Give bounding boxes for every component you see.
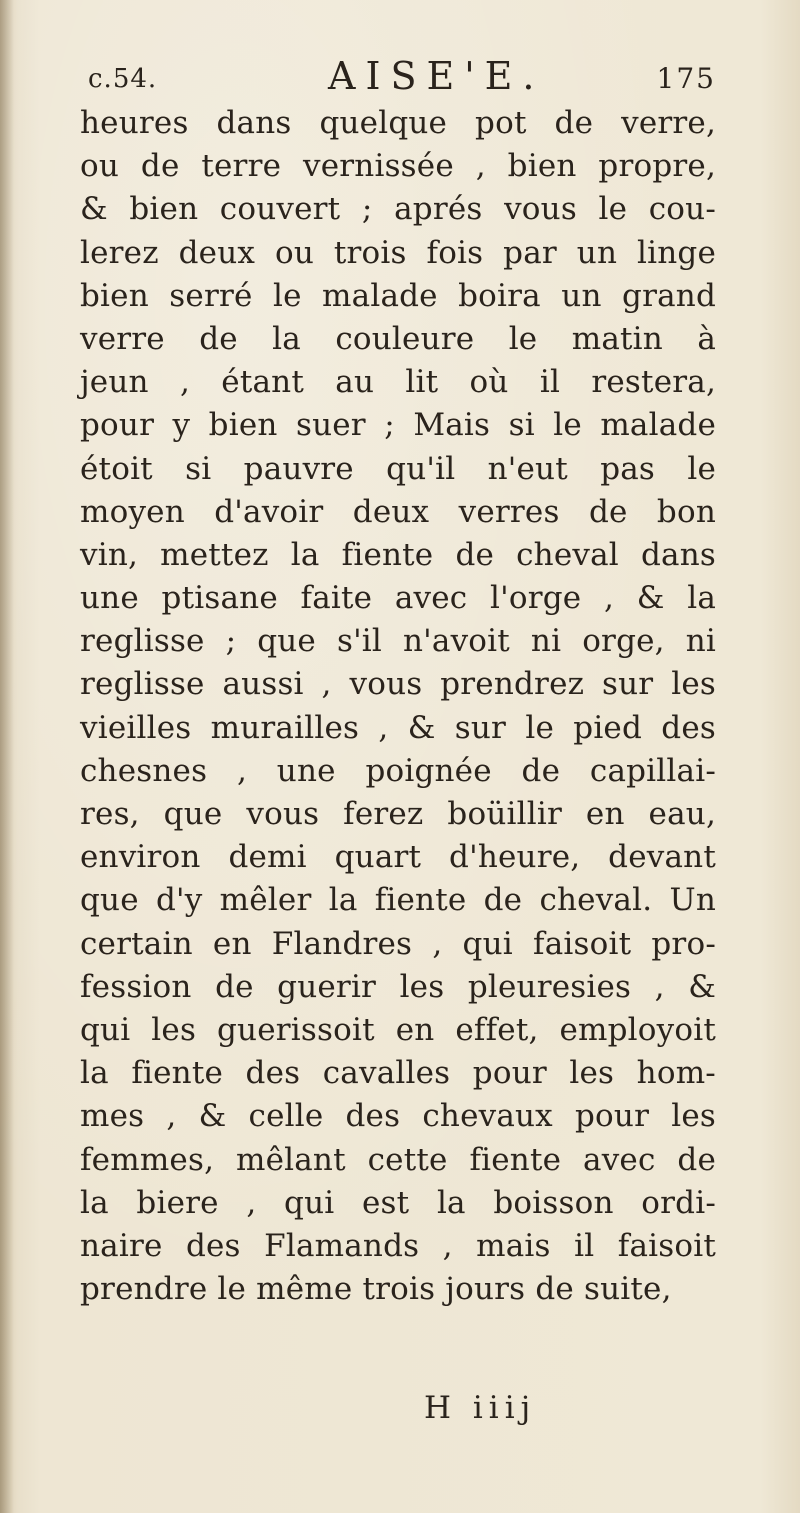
page-header (88, 50, 716, 98)
text-line: ou de terre vernissée , bien propre, (80, 148, 716, 185)
body-text (80, 102, 716, 1311)
signature-catchword: H iiij (424, 1390, 537, 1426)
text-line: vieilles murailles , & sur le pied des (80, 709, 716, 746)
text-line: vin, mettez la fiente de cheval dans (80, 536, 716, 573)
text-line: la biere , qui est la boisson ordi- (80, 1184, 716, 1221)
text-line: qui les guerissoit en effet, employoit (80, 1011, 716, 1048)
signature-mark: c.54. (88, 64, 158, 94)
text-line: bien serré le malade boira un grand (80, 277, 716, 314)
gutter-shadow (0, 0, 14, 1513)
text-line: certain en Flandres , qui faisoit pro- (80, 925, 716, 962)
text-line: res, que vous ferez boüillir en eau, (80, 796, 716, 832)
text-line: reglisse ; que s'il n'avoit ni orge, ni (80, 623, 716, 660)
page-number: 175 (656, 62, 716, 95)
text-line: heures dans quelque pot de verre, (80, 105, 716, 141)
text-line: pour y bien suer ; Mais si le malade (80, 407, 716, 444)
text-line: une ptisane faite avec l'orge , & la (80, 580, 716, 617)
text-line: que d'y mêler la fiente de cheval. Un (80, 882, 716, 919)
text-line: fession de guerir les pleuresies , & (80, 968, 716, 1005)
text-line: moyen d'avoir deux verres de bon (80, 493, 716, 530)
text-line: la fiente des cavalles pour les hom- (80, 1055, 716, 1092)
text-line: chesnes , une poignée de capillai- (80, 752, 716, 789)
text-line: environ demi quart d'heure, devant (80, 839, 716, 876)
text-line: reglisse aussi , vous prendrez sur les (80, 666, 716, 703)
running-title: AISE'E. (328, 54, 545, 98)
text-line: lerez deux ou trois fois par un linge (80, 234, 716, 271)
text-line: naire des Flamands , mais il faisoit (80, 1227, 716, 1264)
text-line: verre de la couleure le matin à (80, 320, 716, 357)
text-line: mes , & celle des chevaux pour les (80, 1098, 716, 1135)
text-line: femmes, mêlant cette fiente avec de (80, 1141, 716, 1178)
text-line: jeun , étant au lit où il restera, (80, 364, 716, 401)
text-line: étoit si pauvre qu'il n'eut pas le (80, 450, 716, 487)
text-line: prendre le même trois jours de suite, (80, 1271, 672, 1308)
text-line: & bien couvert ; aprés vous le cou- (80, 191, 716, 228)
